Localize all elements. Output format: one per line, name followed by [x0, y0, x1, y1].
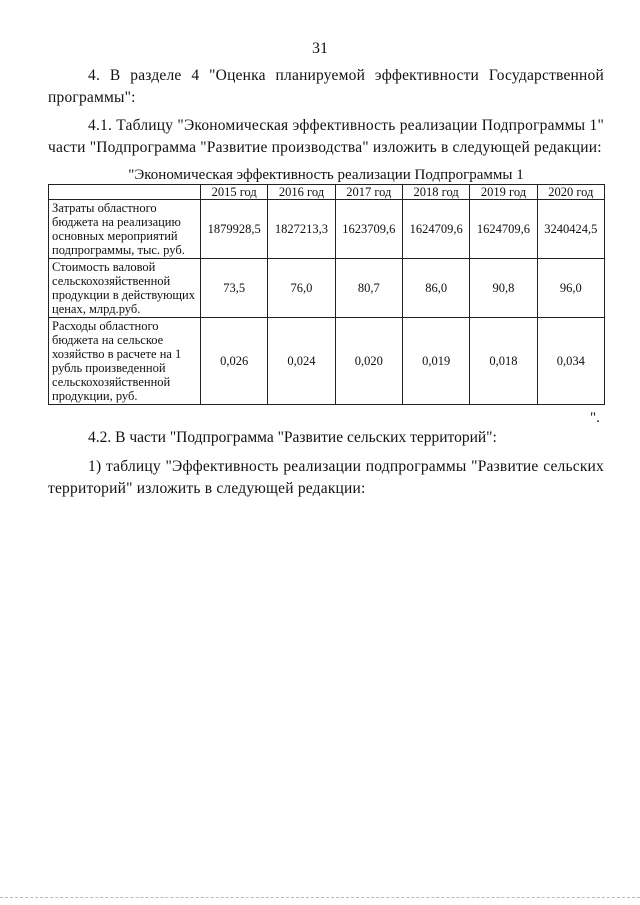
table-row: [49, 259, 605, 318]
table-cell: 1623709,6: [335, 200, 402, 259]
paragraph-item-1: 1) таблицу "Эффективность реализации подпрограммы "Развитие сельских территорий" изложить в следующей редакции:: [48, 458, 604, 497]
table-cell: 1879928,5: [201, 200, 268, 259]
year-header: 2019 год: [470, 185, 537, 200]
year-header: 2016 год: [268, 185, 335, 200]
table-cell: 0,019: [402, 318, 469, 405]
paragraph-4-2: 4.2. В части "Подпрограмма "Развитие сельских территорий":: [88, 429, 497, 446]
scan-edge-divider: [0, 897, 640, 898]
table-cell: 1624709,6: [470, 200, 537, 259]
year-header: 2015 год: [201, 185, 268, 200]
table-cell: 1827213,3: [268, 200, 335, 259]
table-cell: 73,5: [201, 259, 268, 318]
year-header: 2018 год: [402, 185, 469, 200]
table-cell: 0,024: [268, 318, 335, 405]
table-cell: 76,0: [268, 259, 335, 318]
year-header: 2020 год: [537, 185, 604, 200]
table-cell: 0,018: [470, 318, 537, 405]
table-cell: 1624709,6: [402, 200, 469, 259]
table-cell: 0,034: [537, 318, 604, 405]
table-caption: "Экономическая эффективность реализации Подпрограммы 1: [128, 167, 524, 183]
table-cell: 96,0: [537, 259, 604, 318]
table-cell: 3240424,5: [537, 200, 604, 259]
table-cell: 80,7: [335, 259, 402, 318]
table-cell: 90,8: [470, 259, 537, 318]
table-cell: 86,0: [402, 259, 469, 318]
table-cell: 0,020: [335, 318, 402, 405]
row-label: Расходы областного бюджета на сельское хозяйство в расчете на 1 рубль произведенной сельскохозяйственной продукции, руб.: [49, 318, 201, 405]
year-header: 2017 год: [335, 185, 402, 200]
row-label: Затраты областного бюджета на реализацию основных мероприятий подпрограммы, тыс. руб.: [49, 200, 201, 259]
table-header-row: [49, 185, 605, 200]
closing-quote-mark: ".: [590, 410, 600, 426]
row-label: Стоимость валовой сельскохозяйственной продукции в действующих ценах, млрд.руб.: [49, 259, 201, 318]
paragraph-section-4: 4. В разделе 4 "Оценка планируемой эффективности Государственной программы":: [48, 67, 604, 106]
paragraph-4-1: 4.1. Таблицу "Экономическая эффективность реализации Подпрограммы 1" части "Подпрограмма "Развитие производства" изложить в следующей редакции:: [48, 117, 604, 156]
efficiency-table: [48, 184, 605, 405]
table-row: [49, 318, 605, 405]
table-row: [49, 200, 605, 259]
header-empty-cell: [49, 185, 201, 200]
table-cell: 0,026: [201, 318, 268, 405]
page-number: 31: [312, 40, 328, 57]
